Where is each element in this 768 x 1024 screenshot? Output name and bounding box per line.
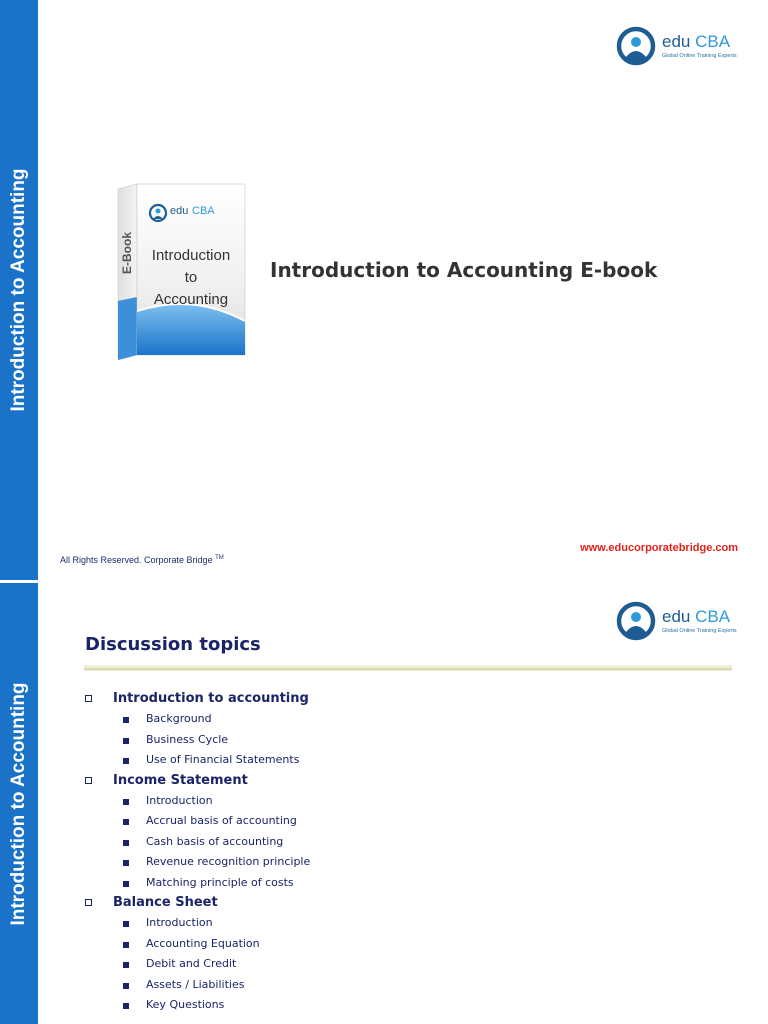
topic-item: [84, 852, 734, 873]
topic-label: Introduction: [146, 793, 213, 807]
topic-item: [84, 913, 734, 934]
square-bullet-icon: [123, 840, 129, 846]
topic-label: Key Questions: [146, 998, 225, 1011]
ebook-title: Introduction to Accounting E-book: [270, 258, 658, 282]
square-bullet-icon: [123, 962, 129, 968]
topic-label: Assets / Liabilities: [146, 977, 245, 991]
logo-name-edu: edu: [662, 32, 691, 51]
hollow-square-bullet-icon: [85, 777, 92, 784]
topic-label: Cash basis of accounting: [146, 834, 284, 848]
section-heading: [84, 771, 734, 791]
topic-label: Accounting Equation: [146, 936, 260, 950]
sidebar-band: [0, 583, 38, 1024]
topic-label: Background: [146, 712, 212, 725]
topic-label: Matching principle of costs: [146, 875, 294, 889]
square-bullet-icon: [123, 983, 129, 989]
sidebar-title: Introduction to Accounting: [8, 681, 29, 926]
topic-item: [84, 873, 734, 894]
sidebar-title: Introduction to Accounting: [8, 168, 29, 412]
section-label: Introduction to accounting: [113, 691, 309, 706]
section-label: Balance Sheet: [113, 895, 218, 910]
box-logo-cba: CBA: [192, 205, 215, 217]
ebook-product-box: [115, 183, 250, 363]
topic-item: [84, 730, 734, 751]
website-link[interactable]: www.educorporatebridge.com: [580, 542, 738, 554]
logo-name-edu: edu: [662, 607, 691, 626]
square-bullet-icon: [123, 860, 129, 866]
topic-item: [84, 811, 734, 832]
title-underline: [84, 665, 732, 671]
topic-item: [84, 750, 734, 771]
square-bullet-icon: [123, 738, 129, 744]
topic-label: Accrual basis of accounting: [146, 814, 297, 827]
box-title-line-1: Introduction: [151, 247, 231, 264]
topic-label: Revenue recognition principle: [146, 855, 311, 868]
topic-label: Business Cycle: [146, 732, 229, 746]
educba-logo: [614, 24, 737, 68]
logo-name-cba: CBA: [695, 32, 731, 51]
person-icon: [614, 24, 658, 68]
section-label: Income Statement: [113, 772, 248, 788]
topic-label: Use of Financial Statements: [146, 753, 300, 766]
square-bullet-icon: [123, 921, 129, 927]
logo-tagline: Global Online Training Experts: [662, 53, 737, 59]
topic-item: [84, 709, 734, 730]
rights-text: All Rights Reserved. Corporate Bridge: [60, 555, 213, 565]
topic-section: [84, 771, 734, 894]
topic-item: [84, 934, 734, 955]
square-bullet-icon: [123, 1003, 129, 1009]
topic-item: [84, 975, 734, 996]
box-title-line-3: Accounting: [153, 291, 229, 308]
topic-item: [84, 832, 734, 853]
rights-notice: [60, 555, 224, 565]
hollow-square-bullet-icon: [85, 695, 92, 702]
square-bullet-icon: [123, 799, 129, 805]
educba-logo: [614, 599, 737, 643]
box-title-line-2: to: [184, 269, 198, 286]
topic-label: Debit and Credit: [146, 957, 237, 970]
square-bullet-icon: [123, 758, 129, 764]
square-bullet-icon: [123, 881, 129, 887]
topic-item: [84, 791, 734, 812]
square-bullet-icon: [123, 942, 129, 948]
topic-label: Introduction: [146, 916, 213, 929]
section-heading: [84, 689, 734, 709]
square-bullet-icon: [123, 819, 129, 825]
slide-title: Discussion topics: [85, 634, 261, 655]
sidebar-band: [0, 0, 38, 580]
section-heading: [84, 893, 734, 913]
trademark-mark: TM: [215, 555, 224, 561]
topic-section: [84, 893, 734, 1016]
topic-outline: [84, 689, 734, 1016]
logo-tagline: Global Online Training Experts: [662, 628, 737, 634]
hollow-square-bullet-icon: [85, 899, 92, 906]
box-spine-label: E-Book: [120, 232, 134, 274]
topic-item: [84, 954, 734, 975]
logo-name-cba: CBA: [695, 607, 731, 626]
square-bullet-icon: [123, 717, 129, 723]
topics-slide: [0, 583, 768, 1024]
box-logo-edu: edu: [170, 205, 189, 217]
person-icon: [614, 599, 658, 643]
topic-item: [84, 995, 734, 1016]
topic-section: [84, 689, 734, 771]
